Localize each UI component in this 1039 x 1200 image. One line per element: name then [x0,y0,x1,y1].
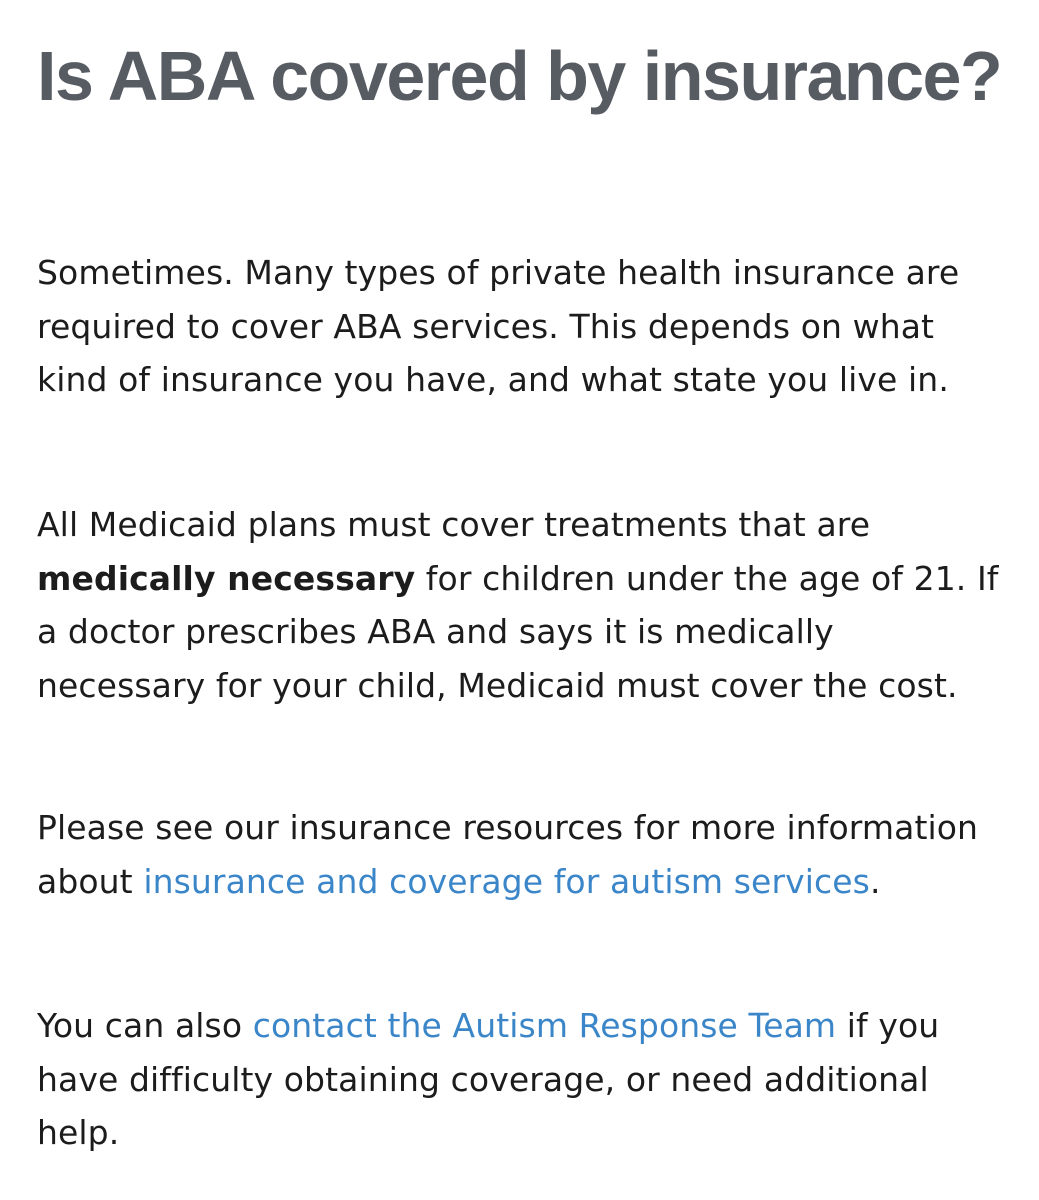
paragraph-insurance-coverage [37,246,997,407]
article [37,28,1012,1153]
page-title: Is ABA covered by insurance? [37,37,1002,115]
paragraph-text-after: . [869,861,881,901]
paragraph-text-before: All Medicaid plans must cover treatments that are [37,505,871,544]
paragraph-insurance-resources [37,801,1012,908]
contact-autism-response-team-link[interactable]: contact the Autism Response Team [252,1006,837,1045]
paragraph-text-after: for children under the age of 21. If a doctor prescribes ABA and says it is medically necessary for your child, Medicaid must cover the cost. [37,558,999,706]
paragraph-text-before: Please see our insurance resources for more information about [37,808,979,901]
insurance-coverage-link[interactable]: insurance and coverage for autism services [143,861,870,901]
paragraph-text-before: You can also [37,1006,253,1045]
paragraph-contact-team [37,999,1012,1160]
bold-medically-necessary: medically necessary [37,558,416,598]
paragraph-medicaid [37,498,1012,713]
paragraph-text-after: if you have difficulty obtaining coverage, or need additional help. [37,1006,940,1153]
paragraph-text: Sometimes. Many types of private health insurance are required to cover ABA services. This depends on what kind of insurance you have, and what state you live in. [37,253,960,400]
